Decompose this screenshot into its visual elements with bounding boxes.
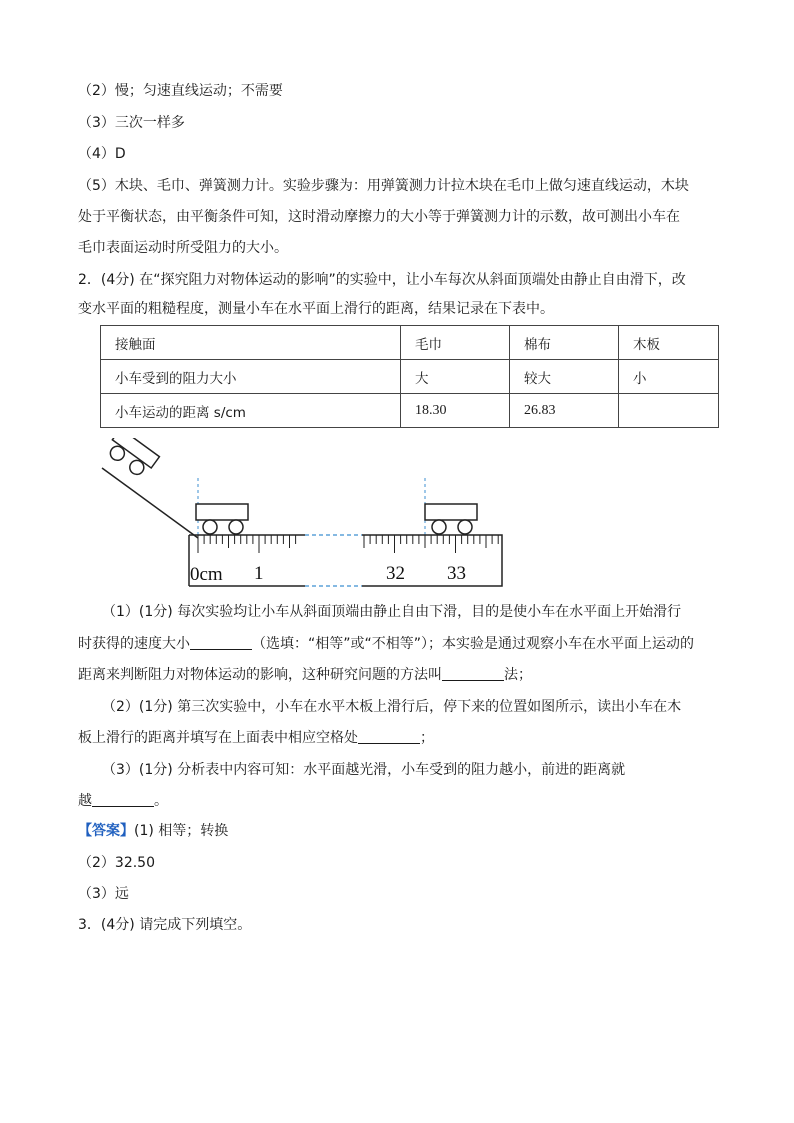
answer-line-2: （2）慢；匀速直线运动；不需要 [78, 83, 283, 99]
subq-3-line-1: （3）(1分) 分析表中内容可知：水平面越光滑，小车受到的阻力越小，前进的距离就 [102, 762, 626, 778]
experiment-figure [90, 438, 510, 593]
answer-line-3: （3）三次一样多 [78, 115, 185, 131]
table-row [101, 360, 719, 394]
table-cell: 小车受到的阻力大小 [101, 360, 401, 394]
table-cell: 大 [401, 360, 510, 394]
incline-ramp [102, 468, 198, 538]
subq-2-line-2 [78, 728, 434, 748]
subq-1-text-c: 距离来判断阻力对物体运动的影响，这种研究问题的方法叫 [78, 667, 442, 683]
subq-1-line-2 [78, 634, 694, 654]
answer-blank [358, 729, 420, 744]
table-row [101, 394, 719, 428]
subq-1-line-1: （1）(1分) 每次实验均让小车从斜面顶端由静止自由下滑，目的是使小车在水平面上开始滑行 [102, 604, 682, 620]
table-cell: 棉布 [510, 326, 619, 360]
answer-blank [92, 792, 154, 807]
subq-3-text-a: 越 [78, 793, 92, 809]
table-cell: 木板 [619, 326, 719, 360]
ruler [189, 535, 502, 586]
question-2-stem-line-2: 变水平面的粗糙程度，测量小车在水平面上滑行的距离，结果记录在下表中。 [78, 301, 554, 317]
table-cell: 18.30 [401, 394, 510, 428]
subq-1-line-3 [78, 665, 532, 685]
answer-2: （2）32.50 [78, 855, 155, 871]
ruler-ticks [198, 535, 498, 553]
ruler-label-1: 1 [254, 563, 264, 584]
table-cell: 较大 [510, 360, 619, 394]
subq-2-text-a: 板上滑行的距离并填写在上面表中相应空格处 [78, 730, 358, 746]
answer-line-4: （4）D [78, 146, 126, 162]
subq-2-text-b: ； [420, 730, 434, 746]
answer-line-5b: 处于平衡状态，由平衡条件可知，这时滑动摩擦力的大小等于弹簧测力计的示数，故可测出小车在 [78, 209, 680, 225]
table-row [101, 326, 719, 360]
subq-1-text-a: 时获得的速度大小 [78, 636, 190, 652]
answer-line-5c: 毛巾表面运动时所受阻力的大小。 [78, 240, 288, 256]
subq-1-text-b: （选填：“相等”或“不相等”）；本实验是通过观察小车在水平面上运动的 [252, 636, 695, 652]
cart-start [196, 504, 248, 534]
table-cell: 小车运动的距离 s/cm [101, 394, 401, 428]
subq-3-text-b: 。 [154, 793, 168, 809]
question-2-stem-line-1: 2．(4分) 在“探究阻力对物体运动的影响”的实验中，让小车每次从斜面顶端处由静止自由滑下，改 [78, 272, 686, 288]
subq-3-line-2 [78, 791, 168, 811]
answer-line-5a: （5）木块、毛巾、弹簧测力计。实验步骤为：用弹簧测力计拉木块在毛巾上做匀速直线运动，木块 [78, 178, 689, 194]
table-cell: 接触面 [101, 326, 401, 360]
table-cell [619, 394, 719, 428]
answer-tag: 【答案】 [78, 823, 134, 839]
ruler-label-33: 33 [447, 563, 466, 584]
answer-3: （3）远 [78, 886, 129, 902]
table-cell: 小 [619, 360, 719, 394]
results-table [100, 325, 719, 428]
answer-line [78, 821, 228, 841]
table-cell: 毛巾 [401, 326, 510, 360]
cart-on-incline [104, 438, 160, 480]
answer-blank [190, 635, 252, 650]
answer-blank [442, 666, 504, 681]
answer-1: (1) 相等；转换 [134, 823, 229, 839]
question-3-stem: 3．(4分) 请完成下列填空。 [78, 917, 252, 933]
subq-1-text-d: 法； [504, 667, 532, 683]
table-cell: 26.83 [510, 394, 619, 428]
subq-2-line-1: （2）(1分) 第三次实验中，小车在水平木板上滑行后，停下来的位置如图所示，读出小车在木 [102, 699, 682, 715]
ruler-label-32: 32 [386, 563, 405, 584]
ruler-label-0cm: 0cm [190, 564, 223, 585]
cart-end [425, 504, 477, 534]
